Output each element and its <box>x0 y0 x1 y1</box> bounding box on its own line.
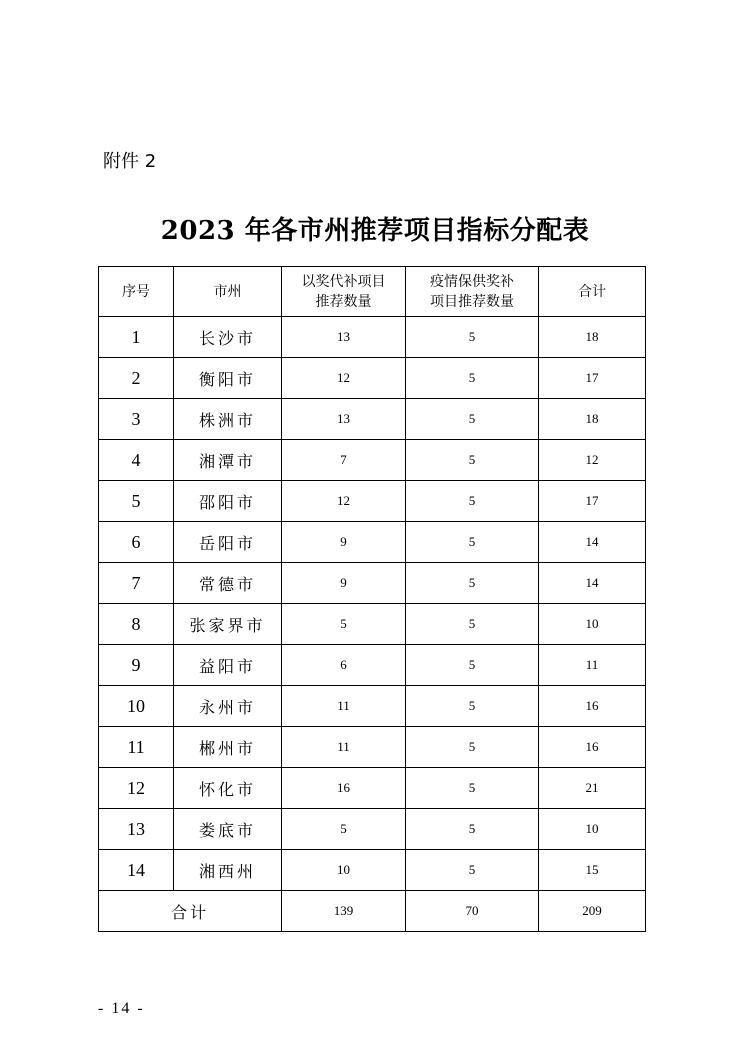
cell-epidemic: 5 <box>406 850 539 891</box>
cell-epidemic: 5 <box>406 645 539 686</box>
cell-total: 15 <box>539 850 646 891</box>
cell-reward: 12 <box>282 481 406 522</box>
cell-seq: 4 <box>99 440 174 481</box>
cell-epidemic: 5 <box>406 563 539 604</box>
table-row <box>99 768 646 809</box>
cell-reward: 16 <box>282 768 406 809</box>
table-row <box>99 358 646 399</box>
attachment-label: 附件 2 <box>103 151 157 172</box>
table-row <box>99 440 646 481</box>
cell-total: 18 <box>539 317 646 358</box>
table-row <box>99 809 646 850</box>
table-row <box>99 850 646 891</box>
cell-seq: 1 <box>99 317 174 358</box>
header-reward <box>282 267 406 317</box>
cell-city: 怀化市 <box>174 768 282 809</box>
cell-seq: 10 <box>99 686 174 727</box>
table-row <box>99 399 646 440</box>
allocation-table <box>98 266 646 932</box>
cell-epidemic: 5 <box>406 358 539 399</box>
table-header-row <box>99 267 646 317</box>
cell-seq: 9 <box>99 645 174 686</box>
table-row <box>99 481 646 522</box>
header-epidemic <box>406 267 539 317</box>
cell-reward: 6 <box>282 645 406 686</box>
cell-seq: 13 <box>99 809 174 850</box>
cell-total: 11 <box>539 645 646 686</box>
table-row <box>99 727 646 768</box>
cell-total: 17 <box>539 481 646 522</box>
cell-reward: 11 <box>282 686 406 727</box>
totals-epidemic: 70 <box>406 891 539 932</box>
cell-reward: 9 <box>282 563 406 604</box>
cell-city: 益阳市 <box>174 645 282 686</box>
cell-epidemic: 5 <box>406 604 539 645</box>
cell-seq: 8 <box>99 604 174 645</box>
cell-seq: 2 <box>99 358 174 399</box>
header-reward-line2: 推荐数量 <box>315 293 372 310</box>
cell-city: 永州市 <box>174 686 282 727</box>
totals-row <box>99 891 646 932</box>
table-row <box>99 604 646 645</box>
page-number: - 14 - <box>98 1000 145 1017</box>
document-title: 2023 年各市州推荐项目指标分配表 <box>160 216 590 246</box>
cell-reward: 11 <box>282 727 406 768</box>
cell-epidemic: 5 <box>406 399 539 440</box>
header-total: 合计 <box>539 267 646 317</box>
cell-epidemic: 5 <box>406 768 539 809</box>
cell-seq: 14 <box>99 850 174 891</box>
header-epidemic-line2: 项目推荐数量 <box>430 293 514 310</box>
cell-reward: 5 <box>282 604 406 645</box>
cell-total: 14 <box>539 563 646 604</box>
cell-epidemic: 5 <box>406 481 539 522</box>
cell-epidemic: 5 <box>406 809 539 850</box>
cell-seq: 6 <box>99 522 174 563</box>
table-row <box>99 686 646 727</box>
cell-reward: 7 <box>282 440 406 481</box>
cell-seq: 7 <box>99 563 174 604</box>
cell-reward: 10 <box>282 850 406 891</box>
cell-reward: 12 <box>282 358 406 399</box>
cell-reward: 13 <box>282 317 406 358</box>
header-city: 市州 <box>174 267 282 317</box>
cell-total: 16 <box>539 686 646 727</box>
cell-city: 株洲市 <box>174 399 282 440</box>
cell-epidemic: 5 <box>406 440 539 481</box>
cell-total: 12 <box>539 440 646 481</box>
cell-city: 娄底市 <box>174 809 282 850</box>
header-reward-line1: 以奖代补项目 <box>301 273 386 290</box>
table-body <box>99 317 646 932</box>
cell-total: 10 <box>539 809 646 850</box>
cell-reward: 13 <box>282 399 406 440</box>
cell-city: 郴州市 <box>174 727 282 768</box>
cell-epidemic: 5 <box>406 522 539 563</box>
cell-city: 张家界市 <box>174 604 282 645</box>
totals-label: 合计 <box>99 891 282 932</box>
table-row <box>99 563 646 604</box>
cell-epidemic: 5 <box>406 686 539 727</box>
cell-seq: 11 <box>99 727 174 768</box>
cell-total: 21 <box>539 768 646 809</box>
cell-total: 17 <box>539 358 646 399</box>
header-epidemic-line1: 疫情保供奖补 <box>430 273 514 290</box>
cell-city: 湘潭市 <box>174 440 282 481</box>
cell-seq: 3 <box>99 399 174 440</box>
cell-reward: 5 <box>282 809 406 850</box>
cell-seq: 5 <box>99 481 174 522</box>
totals-total: 209 <box>539 891 646 932</box>
totals-reward: 139 <box>282 891 406 932</box>
table-row <box>99 645 646 686</box>
cell-reward: 9 <box>282 522 406 563</box>
cell-city: 邵阳市 <box>174 481 282 522</box>
cell-epidemic: 5 <box>406 317 539 358</box>
table-row <box>99 522 646 563</box>
cell-total: 14 <box>539 522 646 563</box>
cell-city: 衡阳市 <box>174 358 282 399</box>
cell-epidemic: 5 <box>406 727 539 768</box>
cell-total: 10 <box>539 604 646 645</box>
cell-total: 18 <box>539 399 646 440</box>
cell-total: 16 <box>539 727 646 768</box>
table-row <box>99 317 646 358</box>
cell-city: 常德市 <box>174 563 282 604</box>
cell-seq: 12 <box>99 768 174 809</box>
cell-city: 长沙市 <box>174 317 282 358</box>
header-seq: 序号 <box>99 267 174 317</box>
cell-city: 岳阳市 <box>174 522 282 563</box>
cell-city: 湘西州 <box>174 850 282 891</box>
